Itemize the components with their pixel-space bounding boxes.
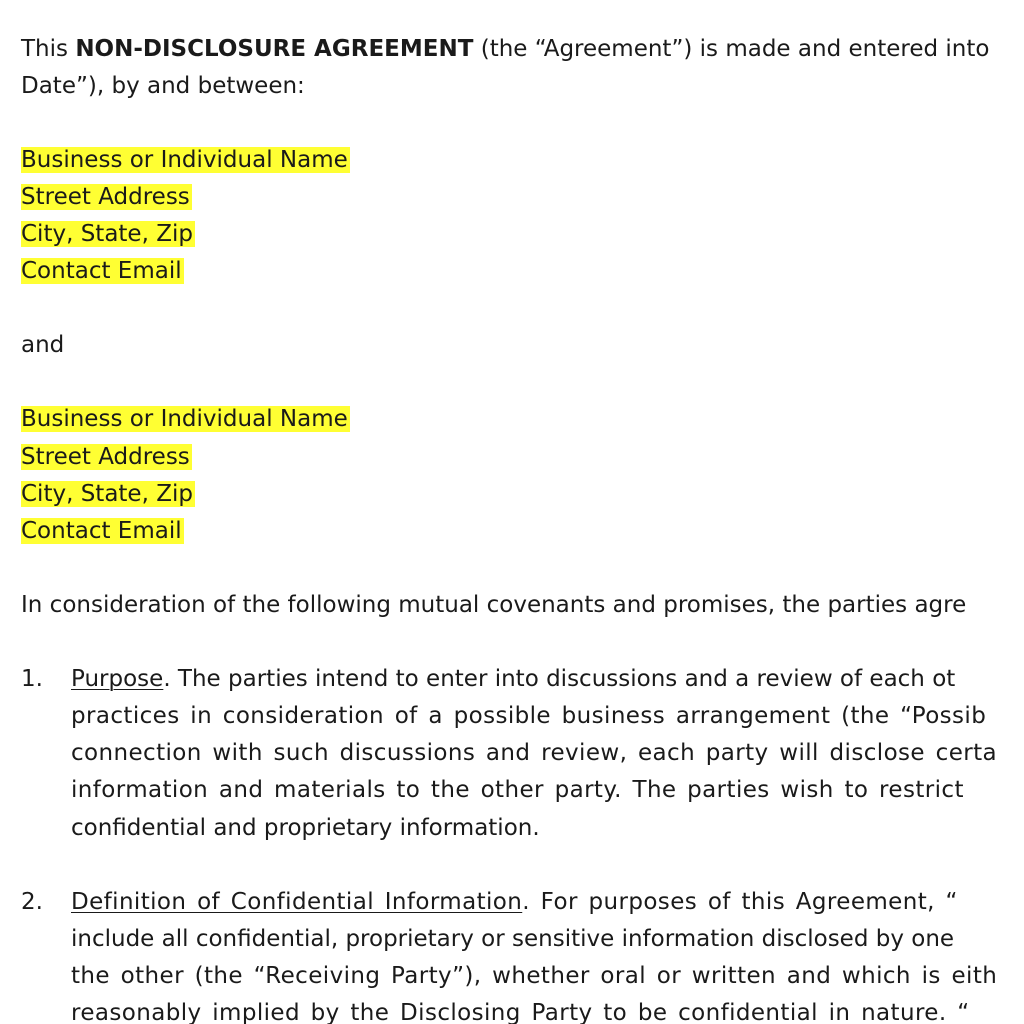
section1-line1-rest: . The parties intend to enter into discussions and a review of each ot (163, 666, 956, 692)
party1-street: Street Address (21, 184, 190, 210)
party1-email-line (21, 253, 184, 290)
party1-block (21, 142, 350, 179)
connector-and: and (21, 332, 65, 358)
agreement-title: NON-DISCLOSURE AGREEMENT (75, 36, 474, 62)
section2-line-4: reasonably implied by the Disclosing Party to be confidential in nature. “ (71, 1000, 970, 1024)
intro-suffix: (the “Agreement”) is made and entered into (473, 36, 990, 62)
party1-email: Contact Email (21, 258, 182, 284)
section2-line-1 (71, 884, 958, 921)
intro-prefix: This (21, 36, 76, 62)
party2-email: Contact Email (21, 518, 182, 544)
section2-line-2: include all confidential, proprietary or sensitive information disclosed by one (71, 926, 955, 952)
section1-line-2: practices in consideration of a possible business arrangement (the “Possib (71, 703, 987, 729)
section1-line-5: confidential and proprietary information. (71, 815, 540, 841)
section1-heading: Purpose (71, 666, 164, 692)
party1-city: City, State, Zip (21, 221, 193, 247)
party2-email-line (21, 513, 184, 550)
section1-line-3: connection with such discussions and review, each party will disclose certa (71, 740, 998, 766)
party2-street-line (21, 439, 192, 476)
party2-block (21, 401, 350, 438)
section2-line1-rest: . For purposes of this Agreement, “ (522, 889, 958, 915)
section1-number: 1. (21, 666, 43, 692)
party2-city: City, State, Zip (21, 481, 193, 507)
party2-name: Business or Individual Name (21, 406, 348, 432)
party2-city-line (21, 476, 195, 513)
intro-line-2: Date”), by and between: (21, 73, 305, 99)
party1-street-line (21, 179, 192, 216)
section2-number: 2. (21, 889, 43, 915)
party1-city-line (21, 216, 195, 253)
consideration-paragraph: In consideration of the following mutual covenants and promises, the parties agre (21, 592, 967, 618)
section2-line-3: the other (the “Receiving Party”), whether oral or written and which is eith (71, 963, 998, 989)
section1-line-1 (71, 661, 955, 698)
party1-name: Business or Individual Name (21, 147, 348, 173)
section1-line-4: information and materials to the other party. The parties wish to restrict (71, 777, 964, 803)
intro-line-1 (21, 31, 989, 68)
section2-heading: Definition of Confidential Information (71, 889, 523, 915)
party2-street: Street Address (21, 444, 190, 470)
